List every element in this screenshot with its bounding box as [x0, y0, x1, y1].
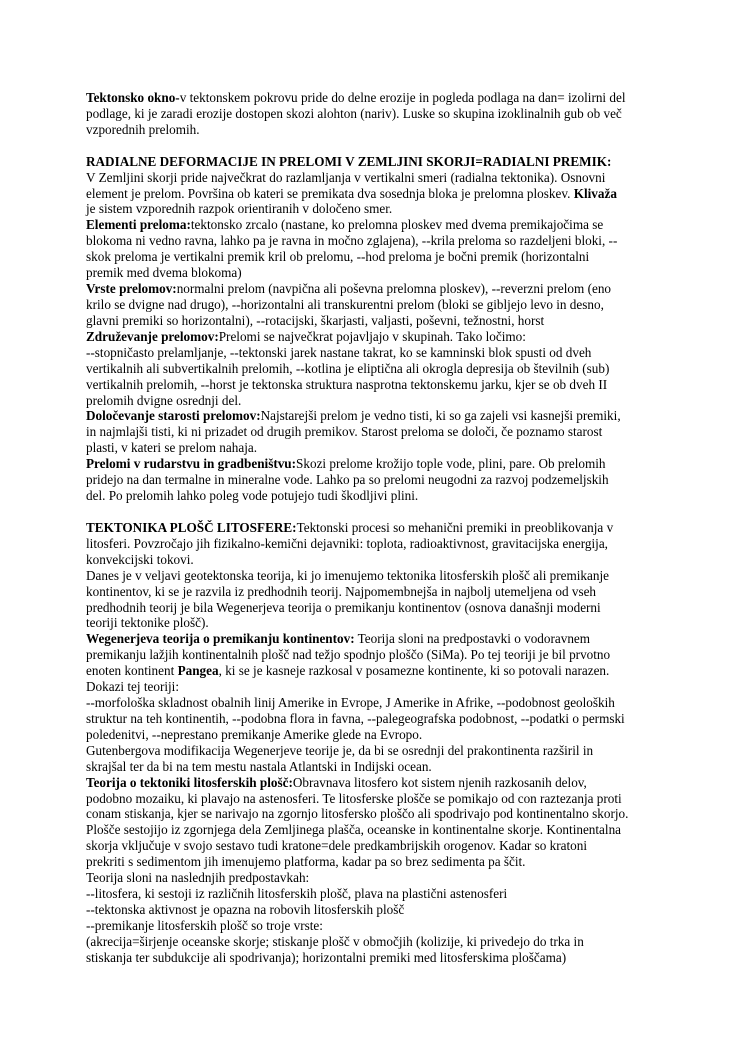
- text-run: --litosfera, ki sestoji iz različnih litosferskih plošč, plava na plastični astenosferi: [86, 886, 508, 902]
- text-run: predhodnih teorij je bila Wegenerjeva teorija o premikanju kontinentov (osnova današnji moderni: [86, 599, 601, 615]
- bold-text-run: Prelomi v rudarstvu in gradbeništvu:: [86, 456, 297, 472]
- text-line: [86, 122, 686, 138]
- text-line: [86, 934, 686, 950]
- text-run: litosferi. Povzročajo jih fizikalno-kemični dejavniki: toplota, radioaktivnost, gravitacijska energija,: [86, 535, 608, 551]
- blank-line: [86, 504, 686, 520]
- text-run: kontinentov, ki se je razvila iz predhodnih teorij. Najpomembnejša in najbolj utemeljena od vseh: [86, 583, 597, 599]
- text-line: [86, 822, 686, 838]
- text-run: Najstarejši prelom je vedno tisti, ki so ga zajeli vsi kasnejši premiki,: [260, 408, 621, 424]
- text-line: [86, 345, 686, 361]
- text-run: podlage, ki je zaradi erozije dostopen skozi alohton (nariv). Luske so skupina izoklinalnih gub ob več: [86, 105, 622, 121]
- text-run: conam stiskanja, kjer se narivajo na zgornjo litosfersko ploščo ali spodrivajo pod kontinentalno skorjo.: [86, 806, 629, 822]
- bold-text-run: Teorija o tektoniki litosferskih plošč:: [86, 774, 293, 790]
- text-line: [86, 711, 686, 727]
- text-line: [86, 281, 686, 297]
- text-line: [86, 584, 686, 600]
- text-run: --premikanje litosferskih plošč so troje vrste:: [86, 917, 323, 933]
- text-run: in najmlajši tisti, ki ni prizadet od drugih premikov. Starost preloma se določi, če poznamo starost: [86, 424, 603, 440]
- text-run: Danes je v veljavi geotektonska teorija, ki jo imenujemo tektonika litosferskih plošč ali premikanje: [86, 567, 609, 583]
- text-line: [86, 265, 686, 281]
- text-run: vertikalnih ali subvertikalnih prelomih, --kotlina je eliptična ali okrogla depresija ob številnih (sub): [86, 360, 610, 376]
- text-line: [86, 456, 686, 472]
- bold-text-run: Wegenerjeva teorija o premikanju kontinentov:: [86, 631, 355, 647]
- text-line: [86, 472, 686, 488]
- text-run: podobno mozaiku, ki plavajo na astenosferi. Te litosferske plošče se pomikajo od con raztezanja proti: [86, 790, 622, 806]
- text-line: [86, 217, 686, 233]
- text-line: [86, 615, 686, 631]
- text-line: [86, 233, 686, 249]
- bold-text-run: Pangea: [177, 663, 219, 679]
- text-line: [86, 552, 686, 568]
- text-line: [86, 902, 686, 918]
- text-run: normalni prelom (navpična ali poševna prelomna ploskev), --reverzni prelom (eno: [176, 281, 612, 297]
- document-text-body: [86, 90, 686, 966]
- text-run: stiskanja ter subdukcije ali spodrivanja); horizontalni premiki med litosferskima ploščama): [86, 949, 567, 965]
- text-line: [86, 838, 686, 854]
- text-run: prekriti s sedimentom jih imenujemo platforma, kadar pa so brez sedimenta pa ščit.: [86, 854, 526, 870]
- text-run: Tektonski procesi so mehanični premiki in preoblikovanja v: [296, 519, 614, 535]
- text-line: [86, 361, 686, 377]
- text-run: Obravnava litosfero kot sistem njenih razkosanih delov,: [292, 774, 587, 790]
- text-line: [86, 663, 686, 679]
- text-run: struktur na teh kontinentih, --podobna flora in favna, --palegeografska podobnost, --podatki o permski: [86, 710, 625, 726]
- text-line: [86, 806, 686, 822]
- text-line: [86, 297, 686, 313]
- text-run: premik med dvema blokoma): [86, 265, 242, 281]
- text-line: [86, 440, 686, 456]
- text-run: del. Po prelomih lahko poleg vode potujejo tudi škodljivi plini.: [86, 488, 419, 504]
- text-run: premikanju lažjih kontinentalnih plošč nad težjo spodnjo ploščo (SiMa). Po tej teoriji je bil prvotno: [86, 647, 611, 663]
- text-line: [86, 154, 686, 170]
- text-run: skrajšal ter da bi na tem mestu nastala Atlantski in Indijski ocean.: [86, 758, 432, 774]
- text-run: pridejo na dan termalne in mineralne vode. Lahko pa so prelomi neugodni za razvoj podzemeljskih: [86, 472, 609, 488]
- text-run: skok preloma je vertikalni premik kril ob prelomu, --hod preloma je bočni premik (horizontalni: [86, 249, 590, 265]
- text-line: [86, 186, 686, 202]
- text-run: konvekcijski tokovi.: [86, 551, 194, 567]
- text-line: [86, 918, 686, 934]
- text-run: , ki se je kasneje razkosal v posamezne kontinente, ki so potovali narazen.: [218, 663, 610, 679]
- text-line: [86, 950, 686, 966]
- text-run: krilo se dvigne nad drugo), --horizontalni ali transkurentni prelom (bloki se gibljejo levo in desno,: [86, 296, 604, 312]
- text-line: [86, 106, 686, 122]
- text-run: glavni premiki so horizontalni), --rotacijski, škarjasti, valjasti, poševni, težnostni, horst: [86, 312, 545, 328]
- text-line: [86, 695, 686, 711]
- text-line: [86, 536, 686, 552]
- text-run: prelomih dvigne osrednji del.: [86, 392, 242, 408]
- text-run: --stopničasto prelamljanje, --tektonski jarek nastane takrat, ko se kamninski blok spusti od dveh: [86, 344, 592, 360]
- text-run: tektonsko zrcalo (nastane, ko prelomna ploskev med dvema premikajočima se: [190, 217, 604, 233]
- text-line: [86, 329, 686, 345]
- text-run: teoriji tektonike plošč).: [86, 615, 209, 631]
- text-line: [86, 408, 686, 424]
- text-line: [86, 791, 686, 807]
- text-line: [86, 201, 686, 217]
- text-line: [86, 775, 686, 791]
- bold-text-run: Združevanje prelomov:: [86, 328, 219, 344]
- text-run: Teorija sloni na naslednjih predpostavkah:: [86, 870, 310, 886]
- text-line: [86, 631, 686, 647]
- text-run: vertikalnih prelomih, --horst je tektonska struktura nasprotna tektonskemu jarku, kjer se ob dveh II: [86, 376, 608, 392]
- text-run: --tektonska aktivnost je opazna na robovih litosferskih plošč: [86, 902, 405, 918]
- text-run: enoten kontinent: [86, 663, 178, 679]
- bold-text-run: TEKTONIKA PLOŠČ LITOSFERE:: [86, 519, 297, 535]
- text-run: blokoma ni vedno ravna, lahko pa je ravna in močno zglajena), --krila preloma so razdeljeni bloki, --: [86, 233, 618, 249]
- text-line: [86, 313, 686, 329]
- text-line: [86, 870, 686, 886]
- text-line: [86, 679, 686, 695]
- text-run: Plošče sestojijo iz zgornjega dela Zemljinega plašča, oceanske in kontinentalne skorje. Kontinentalna: [86, 822, 622, 838]
- text-run: Gutenbergova modifikacija Wegenerjeve teorije je, da bi se osrednji del prakontinenta razširil in: [86, 742, 594, 758]
- text-line: [86, 854, 686, 870]
- text-run: element je prelom. Površina ob kateri se premikata dva sosednja bloka je prelomna ploskev.: [86, 185, 574, 201]
- text-line: [86, 424, 686, 440]
- blank-line: [86, 138, 686, 154]
- text-line: [86, 600, 686, 616]
- text-run: Dokazi tej teoriji:: [86, 679, 180, 695]
- text-run: poledenitvi, --neprestano premikanje Amerike glede na Evropo.: [86, 726, 423, 742]
- text-run: Prelomi se največkrat pojavljajo v skupinah. Tako ločimo:: [218, 328, 526, 344]
- text-run: skorja vključuje v svojo sestavo tudi kratone=dele predkambrijskih orogenov. Kadar so kratoni: [86, 838, 587, 854]
- text-run: V Zemljini skorji pride največkrat do razlamljanja v vertikalni smeri (radialna tektonika). Osnovni: [86, 169, 606, 185]
- text-line: [86, 377, 686, 393]
- text-run: vzporednih prelomih.: [86, 121, 200, 137]
- text-line: [86, 170, 686, 186]
- text-run: v tektonskem pokrovu pride do delne erozije in pogleda podlaga na dan= izolirni del: [179, 90, 626, 105]
- text-run: Skozi prelome krožijo tople vode, plini, pare. Ob prelomih: [296, 456, 606, 472]
- text-line: [86, 743, 686, 759]
- text-line: [86, 727, 686, 743]
- text-run: plasti, v kateri se prelom nahaja.: [86, 440, 258, 456]
- text-line: [86, 393, 686, 409]
- text-line: [86, 568, 686, 584]
- text-line: [86, 759, 686, 775]
- text-run: Teorija sloni na predpostavki o vodoravnem: [354, 631, 591, 647]
- text-run: (akrecija=širjenje oceanske skorje; stiskanje plošč v območjih (kolizije, ki privedejo do trka in: [86, 933, 584, 949]
- text-line: [86, 90, 686, 106]
- bold-text-run: Elementi preloma:: [86, 217, 191, 233]
- bold-text-run: Klivaža: [573, 185, 617, 201]
- text-line: [86, 488, 686, 504]
- text-line: [86, 520, 686, 536]
- bold-text-run: Tektonsko okno-: [86, 90, 180, 105]
- text-run: --morfološka skladnost obalnih linij Amerike in Evrope, J Amerike in Afrike, --podobnost geoloških: [86, 695, 615, 711]
- bold-text-run: Določevanje starosti prelomov:: [86, 408, 261, 424]
- text-run: je sistem vzporednih razpok orientiranih v določeno smer.: [86, 201, 393, 217]
- bold-text-run: RADIALNE DEFORMACIJE IN PRELOMI V ZEMLJINI SKORJI=RADIALNI PREMIK:: [86, 153, 612, 169]
- text-line: [86, 249, 686, 265]
- text-line: [86, 647, 686, 663]
- bold-text-run: Vrste prelomov:: [86, 281, 177, 297]
- text-line: [86, 886, 686, 902]
